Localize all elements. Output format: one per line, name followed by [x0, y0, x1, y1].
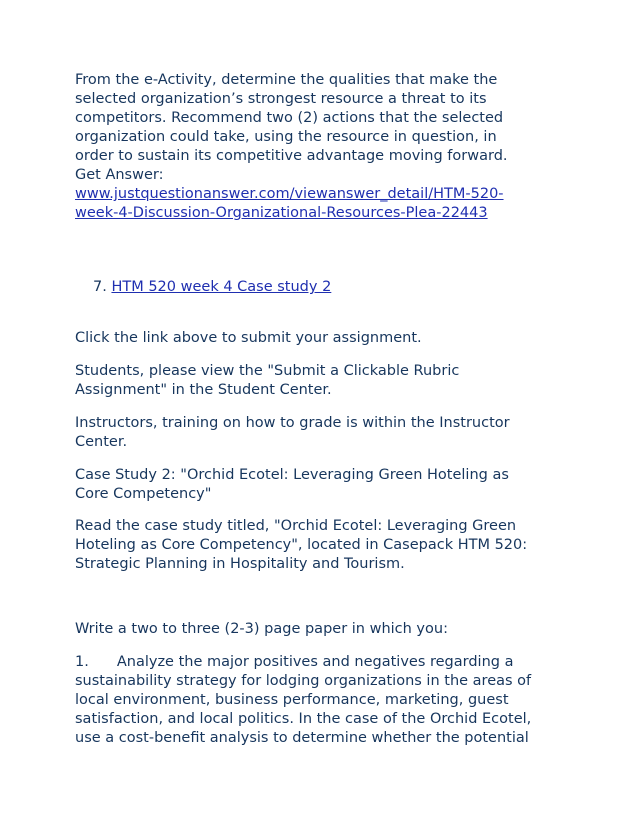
point-1-line: local environment, business performance, marketing, guest — [75, 692, 509, 708]
students-line: Assignment" in the Student Center. — [75, 382, 332, 398]
point-1-line — [75, 653, 513, 672]
submit-instruction: Click the link above to submit your assignment. — [75, 330, 422, 346]
point-text: Analyze the major positives and negatives regarding a — [116, 654, 514, 670]
read-line: Hoteling as Core Competency", located in Casepack HTM 520: — [75, 537, 528, 553]
instructors-line: Instructors, training on how to grade is within the Instructor — [75, 415, 510, 431]
case-title-line: Case Study 2: "Orchid Ecotel: Leveraging Green Hoteling as — [75, 467, 509, 483]
instructors-line: Center. — [75, 434, 128, 450]
read-line: Read the case study titled, "Orchid Ecotel: Leveraging Green — [75, 518, 517, 534]
paragraph-line: organization could take, using the resource in question, in — [75, 129, 497, 145]
point-number: 1. — [75, 654, 89, 670]
write-instruction: Write a two to three (2-3) page paper in which you: — [75, 621, 448, 637]
case-study-link[interactable]: HTM 520 week 4 Case study 2 — [111, 279, 332, 295]
students-line: Students, please view the "Submit a Clickable Rubric — [75, 363, 460, 379]
point-1-line: satisfaction, and local politics. In the case of the Orchid Ecotel, — [75, 711, 532, 727]
case-title-line: Core Competency" — [75, 486, 212, 502]
answer-link-line-1[interactable]: www.justquestionanswer.com/viewanswer_detail/HTM-520- — [75, 186, 504, 202]
get-answer-label: Get Answer: — [75, 167, 164, 183]
paragraph-line: competitors. Recommend two (2) actions that the selected — [75, 110, 504, 126]
point-1-line: use a cost-benefit analysis to determine whether the potential — [75, 730, 529, 746]
list-number: 7. — [93, 279, 107, 295]
list-item-7 — [93, 278, 331, 297]
answer-link-line-2[interactable]: week-4-Discussion-Organizational-Resources-Plea-22443 — [75, 205, 488, 221]
paragraph-line: order to sustain its competitive advantage moving forward. — [75, 148, 508, 164]
paragraph-line: From the e-Activity, determine the qualities that make the — [75, 72, 498, 88]
read-line: Strategic Planning in Hospitality and Tourism. — [75, 556, 405, 572]
point-1-line: sustainability strategy for lodging organizations in the areas of — [75, 673, 532, 689]
paragraph-line: selected organization’s strongest resource a threat to its — [75, 91, 487, 107]
